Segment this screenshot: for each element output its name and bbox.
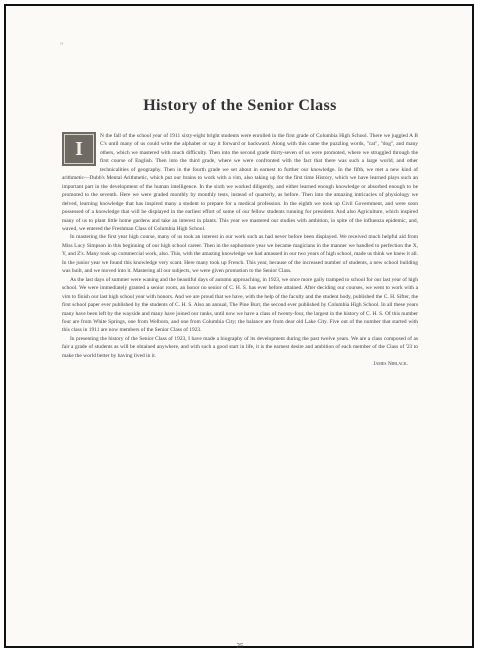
drop-cap-ornament (62, 132, 96, 166)
page-number: 25 (236, 642, 244, 650)
paragraph-3: As the last days of summer were waning and the beautiful days of autumn approaching, in 1923, we once more gaily tramped to school for our last year of high school. We were immediately granted a senior room, an honor no senior of C. H. S. has ever before attained. After deciding our courses, we went to work with a vim to finish our last high school year with honors. And we are proud that we have, with the help of the faculty and the student body, published the C. H. Sifter, the first school paper ever published by the students of C. H. S. Also an annual, The Pine Burr, the second ever published by Columbia High School. In all these years many have been left by the wayside and many have joined our ranks, until now we have a class of twenty-four, the largest in the history of C. H. S. Of this number four are from White Springs, one from Welborn, and one from Columbia City; the balance are from dear old Lake City. Five out of the number that started with this class in 1911 are now members of the Senior Class of 1923. (62, 276, 418, 334)
paragraph-2: In mastering the first year high course, many of us took an interest in our work such as had never before been displayed. We received much helpful aid from Miss Lucy Simpson in this beginning of our high school career. Then in the sophomore year we became magicians in the manner we handled to perfection the X, Y, and Z's. Many took up commercial work, also. This, with the amazing knowledge we had amassed in our two years of high school, made us think we knew it all. In the junior year we found this knowledge very scant. Here many took up French. This year, because of the increased number of students, a new school building was built, and we moved into it. Mastering all our subjects, we were given promotion to the Senior Class. (62, 234, 418, 275)
page-title: History of the Senior Class (143, 97, 337, 114)
drop-cap-letter: I (75, 137, 83, 160)
scan-mark: " (60, 42, 64, 50)
author-signature: James Niblack. (373, 361, 408, 368)
paragraph-4: In presenting the history of the Senior Class of 1923, I have made a biography of its development during the past twelve years. We are a class composed of as fair a grade of students as will be obtained anywhere, and with such a good start in life, it is the earnest desire and ambition of each member of the Class of '23 to make the world better by having lived in it. (62, 335, 418, 359)
document-body (62, 132, 418, 369)
paragraph-1-text: N the fall of the school year of 1911 sixty-eight bright students were enrolled in the first grade of Columbia High School. There we juggled A B C's until many of us could write the alphabet or say it forward or backward. Along with this came the puzzling words, "cat", "dog", and many others, which we mastered with much difficulty. Then into the second grade thirty-seven of us were promoted, where we struggled through the first course of English. Then into the third grade, where we were confronted with the fact that there was such a large world, and other technicalities of geography. Then in the fourth grade we set about in earnest to further our knowledge. In the fifth, we met a new kind of arithmetic—Dubb's Mental Arithmetic, which put our brains to work with a vim, also taking up for the first time History, which we have learned plays such an important part in the development of the human intelligence. In the sixth we worked diligently, and either learned enough knowledge or absorbed enough to be promoted to the seventh. Here we were graded monthly by monthly tests, instead of quarterly, as before. Then into the amazing intricacies of physiology we delved, learning knowledge that has inspired many a student to prepare for a medical profession. In the eighth we took up Civil Government, and were soon possessed of a knowledge that will be displayed in the earliest effort of some of our fellow students running for president. And also Agriculture, which inspired many of us to plant little home gardens and take an interest in plants. This year we mastered our studies with ambition, in spite of the influenza epidemic, and, waved, we entered the Freshman Class of Columbia High School. (62, 133, 418, 232)
paragraph-1 (62, 132, 418, 233)
